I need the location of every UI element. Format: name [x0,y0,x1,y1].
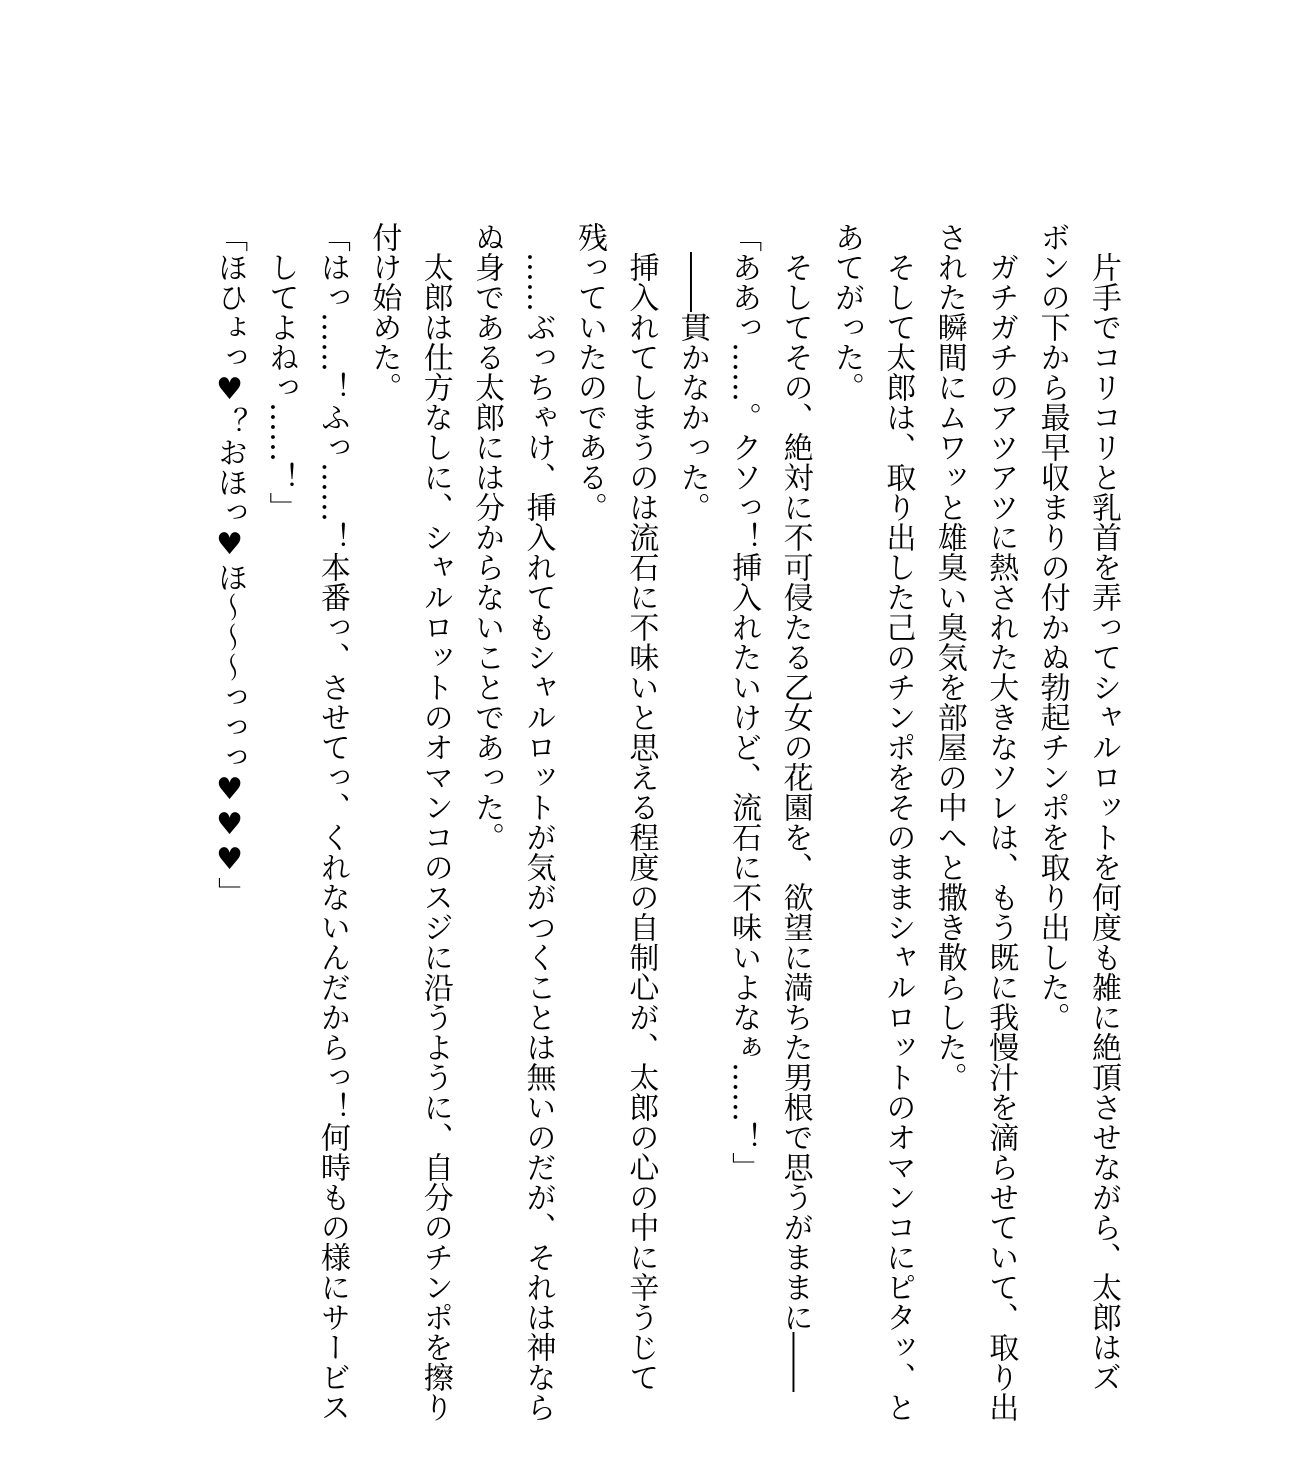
text-line: ――貫かなかった。 [674,252,710,522]
text-line: 片手でコリコリと乳首を弄ってシャルロットを何度も雑に絶頂させながら、太郎はズ [1086,252,1121,1392]
text-line: 挿入れてしまうのは流石に不味いと思える程度の自制心が、太郎の心の中に辛うじて [623,252,659,1392]
vertical-text-block [204,222,1129,1422]
text-line: 「ああっ……。クソっ！挿入れたいけど、流石に不味いよなぁ……！」 [726,222,762,1182]
text-line: ぬ身である太郎には分からないことであった。 [469,222,505,852]
text-line: 付け始めた。 [366,222,402,402]
text-line: そしてその、絶対に不可侵たる乙女の花園を、欲望に満ちた男根で思うがままに―― [777,252,813,1392]
text-line: された瞬間にムワッと雄臭い臭気を部屋の中へと撒き散らした。 [931,222,967,1092]
text-line: してよねっ……！」 [263,252,299,522]
text-line: 太郎は仕方なしに、シャルロットのオマンコのスジに沿うように、自分のチンポを擦り [417,252,453,1422]
text-line: ガチガチのアツアツに熱された大きなソレは、もう既に我慢汁を滴らせていて、取り出 [983,252,1019,1422]
text-line: そして太郎は、取り出した己のチンポをそのままシャルロットのオマンコにピタッ、と [880,252,916,1422]
text-line: 「はっ……！ふっ……！本番っ、させてっ、くれないんだからっ！何時もの様にサービス [314,222,350,1422]
text-line: 「ほひょっ♥？おほっ♥ほ～～～っっっ♥♥♥」 [212,222,248,907]
text-line: あてがった。 [828,222,864,402]
text-line: ボンの下から最早収まりの付かぬ勃起チンポを取り出した。 [1034,222,1070,1032]
text-line: ……ぶっちゃけ、挿入れてもシャルロットが気がつくことは無いのだが、それは神なら [520,252,556,1422]
text-line: 残っていたのである。 [571,222,607,522]
